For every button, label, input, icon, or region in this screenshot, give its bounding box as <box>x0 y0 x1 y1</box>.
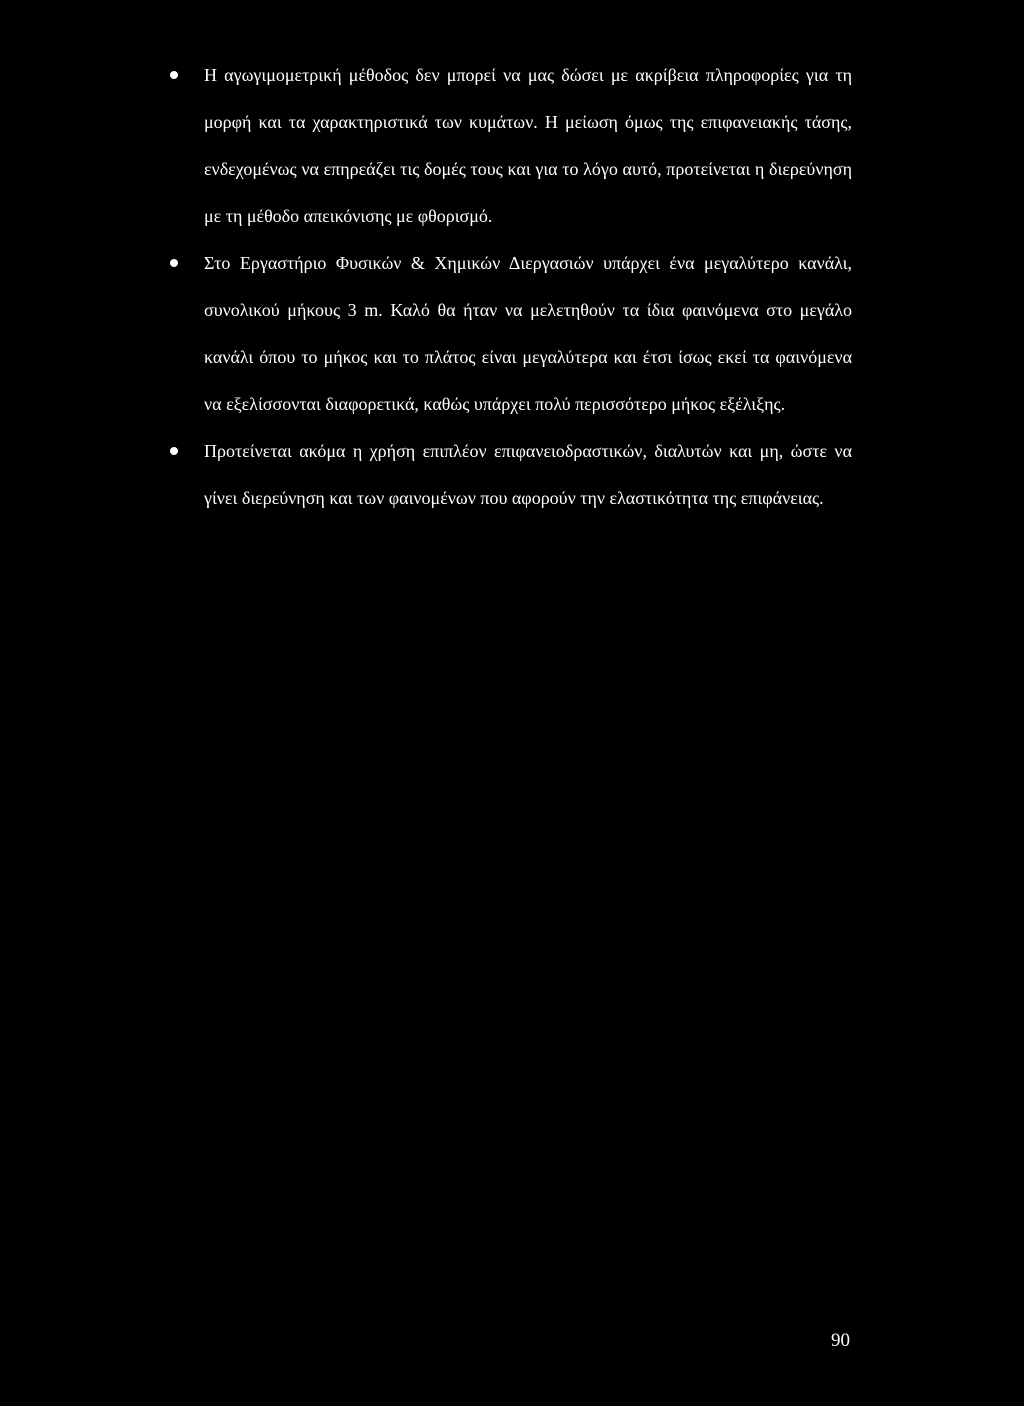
list-item <box>204 52 852 240</box>
bullet-icon <box>170 447 178 455</box>
list-item <box>204 428 852 522</box>
recommendations-list <box>204 52 852 522</box>
list-item-text: Η αγωγιμομετρική μέθοδος δεν μπορεί να μας δώσει με ακρίβεια πληροφορίες για τη μορφή και τα χαρακτηριστικά των κυμάτων. Η μείωση όμως της επιφανειακής τάσης, ενδεχομένως να επηρεάζει τις δομές τους και για το λόγο αυτό, προτείνεται η διερεύνηση με τη μέθοδο απεικόνισης με φθορισμό. <box>204 65 852 226</box>
list-item-text: Προτείνεται ακόμα η χρήση επιπλέον επιφανειοδραστικών, διαλυτών και μη, ώστε να γίνει διερεύνηση και των φαινομένων που αφορούν την ελαστικότητα της επιφάνειας. <box>204 441 852 508</box>
page-number: 90 <box>831 1330 850 1351</box>
list-item <box>204 240 852 428</box>
list-item-text: Στο Εργαστήριο Φυσικών & Χημικών Διεργασιών υπάρχει ένα μεγαλύτερο κανάλι, συνολικού μήκους 3 m. Καλό θα ήταν να μελετηθούν τα ίδια φαινόμενα στο μεγάλο κανάλι όπου το μήκος και το πλάτος είναι μεγαλύτερα και έτσι ίσως εκεί τα φαινόμενα να εξελίσσονται διαφορετικά, καθώς υπάρχει πολύ περισσότερο μήκος εξέλιξης. <box>204 253 852 414</box>
bullet-icon <box>170 71 178 79</box>
bullet-icon <box>170 259 178 267</box>
